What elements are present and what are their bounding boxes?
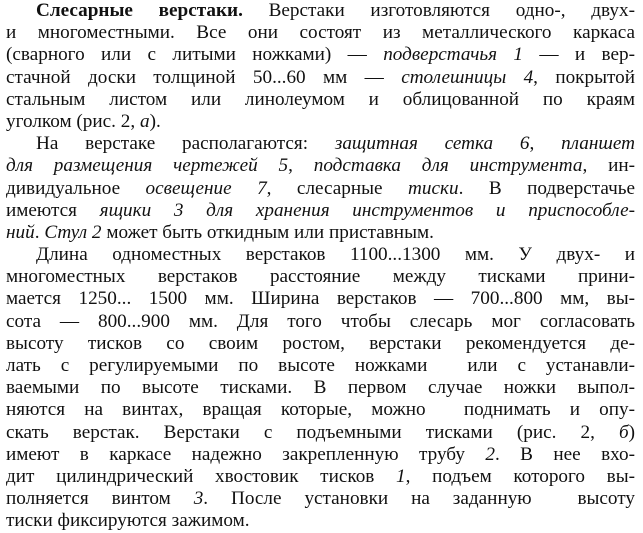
italic-term: ний: [6, 221, 35, 243]
text-segment: Верстаки изготовляются одно-, двух-: [242, 0, 635, 21]
italic-term: 3: [193, 488, 204, 510]
text-segment: дивидуальное: [6, 177, 146, 199]
italic-term: 1: [396, 465, 406, 487]
text-line: [6, 444, 635, 466]
text-segment: тиски фиксируются зажимом.: [6, 510, 250, 532]
italic-term: тиски: [408, 177, 459, 199]
text-segment: стачной доски толщиной 50...60 мм —: [6, 66, 402, 88]
text-line: [6, 0, 635, 22]
text-segment: высоту тисков со своим ростом, верстаки рекомендуется де-: [6, 332, 635, 354]
text-segment: . После установки на заданную высоту: [203, 488, 635, 510]
text-segment: уголком (рис. 2,: [6, 110, 140, 132]
text-segment: лать с регулируемыми по высоте ножками или с устанавли-: [6, 355, 635, 376]
text-segment: сота — 800...900 мм. Для того чтобы слесарь мог согласовать: [6, 310, 635, 332]
text-line: [6, 510, 635, 532]
text-segment: ,: [529, 133, 562, 155]
italic-term: подверстачья 1: [383, 44, 523, 66]
text-line: [6, 89, 635, 111]
text-line: [6, 266, 635, 288]
bold-heading: Слесарные верстаки.: [36, 0, 243, 21]
text-line: [6, 355, 635, 377]
italic-term: Стул 2: [44, 221, 102, 243]
text-line: [6, 222, 635, 244]
italic-term: 2: [485, 443, 495, 465]
text-segment: полняется винтом: [6, 488, 194, 510]
text-segment: , покрытой: [533, 66, 635, 88]
text-line: [6, 399, 635, 421]
italic-term: для размещения чертежей 5: [6, 155, 289, 177]
text-line: [6, 111, 635, 133]
italic-term: подставка для инструмента: [313, 155, 583, 177]
text-segment: ,: [288, 155, 314, 177]
italic-term: планшет: [561, 133, 635, 155]
text-segment: .: [34, 221, 45, 243]
text-segment: , ин-: [582, 155, 635, 177]
italic-term: а: [139, 110, 150, 132]
text-segment: . В нее вхо-: [494, 443, 635, 465]
text-line: [6, 178, 635, 200]
italic-term: освещение 7: [145, 177, 267, 199]
text-segment: скать верстак. Верстаки с подъемными тисками (рис. 2,: [6, 421, 619, 443]
text-segment: ).: [149, 110, 161, 132]
text-segment: и многоместными. Все они состоят из металлического каркаса: [6, 22, 635, 44]
text-segment: (сварного или с литыми ножками) —: [6, 44, 384, 66]
text-segment: многоместных верстаков расстояние между тисками прини-: [6, 266, 635, 288]
text-segment: На верстаке располагаются:: [36, 133, 335, 155]
text-line: [6, 67, 635, 89]
text-line: [6, 200, 635, 222]
text-segment: Длина одноместных верстаков 1100...1300 мм. У двух- и: [36, 244, 635, 266]
text-line: [6, 133, 635, 155]
text-segment: — и вер-: [523, 44, 635, 66]
text-segment: , слесарные: [266, 177, 409, 199]
text-line: [6, 422, 635, 444]
text-line: [6, 311, 635, 333]
text-segment: стальным листом или линолеумом и облицованной по краям: [6, 88, 635, 110]
text-line: [6, 155, 635, 177]
text-segment: . В подверстачье: [458, 177, 635, 199]
text-line: [6, 333, 635, 355]
text-segment: ваемыми по высоте тисками. В первом случае ножки выпол-: [6, 377, 635, 399]
italic-term: б: [618, 421, 629, 443]
text-segment: имеют в каркасе надежно закрепленную трубу: [6, 443, 486, 465]
text-segment: может быть откидным или приставным.: [101, 221, 434, 243]
text-line: [6, 22, 635, 44]
text-line: [6, 288, 635, 310]
text-segment: , подъем которого вы-: [405, 465, 635, 487]
text-segment: имеются: [6, 199, 100, 221]
text-line: [6, 488, 635, 510]
text-segment: няются на винтах, вращая которые, можно поднимать и опу-: [6, 399, 635, 421]
text-segment: мается 1250... 1500 мм. Ширина верстаков — 700...800 мм, вы-: [6, 288, 635, 310]
text-line: [6, 377, 635, 399]
text-segment: ): [628, 421, 635, 443]
italic-term: ящики 3 для хранения инструментов и приспособле-: [99, 199, 635, 221]
text-line: [6, 466, 635, 488]
text-line: [6, 44, 635, 66]
italic-term: защитная сетка 6: [334, 133, 530, 155]
italic-term: столешницы 4: [401, 66, 534, 88]
text-segment: дит цилиндрический хвостовик тисков: [6, 465, 397, 487]
text-line: [6, 244, 635, 266]
